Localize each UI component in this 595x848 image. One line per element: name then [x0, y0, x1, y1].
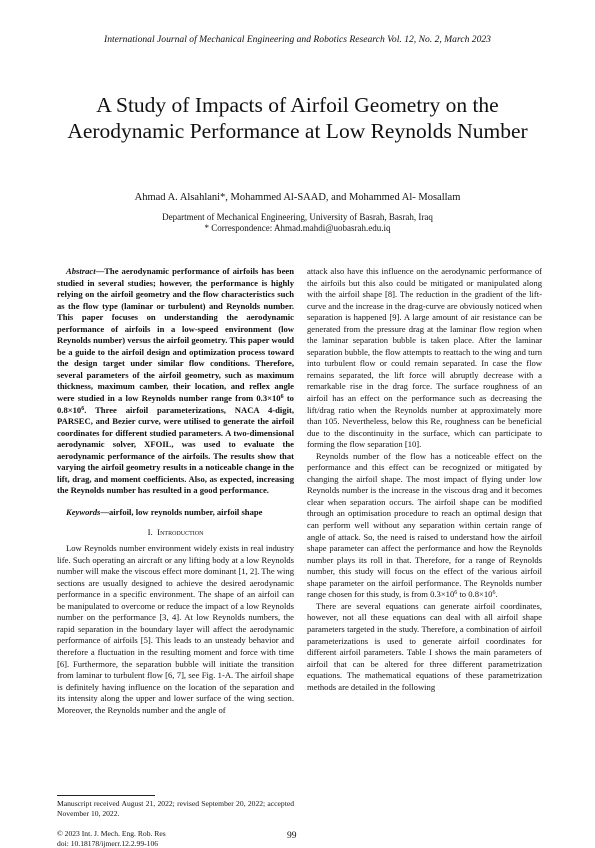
reynolds-range-mid: to 0.8×10 — [457, 589, 493, 600]
abstract — [57, 266, 294, 497]
section-title: Introduction — [157, 527, 204, 538]
keywords-text: —airfoil, low reynolds number, airfoil shape — [100, 506, 263, 517]
abstract-range-mid: to 0.8×10 — [57, 393, 294, 415]
body-paragraph-2-text: Reynolds number of the flow has a noticeable effect on the performance and this effect can be recognized or mitigated by changing the airfoil shape. The most impact of flying under low Reynolds number is the increase in the viscous drag and it becomes clear when separation occurs. The airfoil shape can be modified through an optimisation procedure to reach an optimal design that can perform well without any separation within certain range of angle of attack. So, the need is raised to understand how the airfoil shape parameter can affect the performance and how the Reynolds number plays its roll in that. Therefore, for a range of Reynolds number, this study will focus on the effect of the various airfoil shape parameter on the airfoil performance. The Reynolds number range chosen for this study, is from 0.3×10 — [307, 450, 542, 600]
section-numeral: I. — [147, 527, 153, 538]
manuscript-footnote: Manuscript received August 21, 2022; revised September 20, 2022; accepted November 10, 2022. — [57, 799, 294, 818]
abstract-lead: Abstract — [66, 266, 96, 276]
keywords — [57, 507, 294, 519]
keywords-lead: Keywords — [66, 506, 101, 517]
affiliation: Department of Mechanical Engineering, University of Basrah, Basrah, Iraq — [162, 212, 433, 222]
page-number: 99 — [287, 831, 297, 841]
intro-paragraph-1: Low Reynolds number environment widely exists in real industry life. Such operating an aircraft or any lifting body at a low Reynolds number will make the viscous effect more dominant [1, 2]. The wing sections are usually designed to achieve the desired aerodynamic performance in a specific environment. The shape of an airfoil can be manipulated to overcome or reduce the impact of a low Reynolds number on the performance [3, 4]. At low Reynolds numbers, the rapid separation in the boundary layer will affect the aerodynamic performance of airfoils [5]. This leads to an unsteady behavior and therefore a fluctuation in the resulting moment and force with time [6]. Furthermore, the separation bubble will initiate the transition from laminar to turbulent flow [6, 7], see Fig. 1-A. The airfoil shape is definitely having influence on the location of the separation and its intensity along the upper and lower surface of the wing section. Moreover, the Reynolds number and the angle of — [57, 543, 294, 715]
paper-title: A Study of Impacts of Airfoil Geometry on the Aerodynamic Performance at Low Reynolds Number — [67, 93, 528, 143]
abstract-text-end: . Three airfoil parameterizations, NACA 4-digit, PARSEC, and Bezier curve, were utilised to generate the airfoil coordinates for different studied parameters. A two-dimensional aerodynamic solver, XFOIL, was used to evaluate the aerodynamic performance of the airfoils. The results show that varying the airfoil geometry results in a noticeable change in the lift, drag, and moment coefficients. Also, as expected, increasing the Reynolds number has resulted in a good performance. — [57, 404, 294, 496]
copyright-notice: © 2023 Int. J. Mech. Eng. Rob. Res — [57, 829, 166, 838]
reynolds-exponent-1: 6 — [454, 590, 458, 597]
footnote-divider — [57, 795, 155, 796]
body-paragraph-2-end: . — [495, 589, 498, 600]
left-column — [57, 266, 294, 716]
affiliation-block — [0, 212, 595, 234]
section-heading-introduction — [57, 527, 294, 539]
body-paragraph-continued: attack also have this influence on the aerodynamic performance of the airfoils but this also could be mitigated or manipulated along with the airfoil shape [8]. The reduction in the gradient of the lift-curve and the increase in the drag-curve are obviously noticed when separation is happened [9]. A large amount of air resistance can be generated from the pressure drag at the laminar flow region when the laminar separation bubble is taken place. After the laminar separation bubble, the flow attempts to reattach to the wing and turn into turbulent flow or could remain separated. In case the flow remains separated, the lift force will abruptly decrease with a remarkable rise in the drag force. The surface roughness of an airfoil has an effect on the performance such as decreasing the lift/drag ratio when the Reynolds number at approximately more than 105. Nevertheless, below this Re, roughness can be beneficial due to the discontinuity in the surface, which can participate to forming the flow separation [10]. — [307, 266, 542, 450]
doi-link[interactable]: doi: 10.18178/ijmerr.12.2.99-106 — [57, 839, 159, 848]
body-paragraph-2 — [307, 451, 542, 601]
right-column — [307, 266, 542, 693]
correspondence: * Correspondence: Ahmad.mahdi@uobasrah.edu.iq — [204, 223, 391, 233]
author-list: Ahmad A. Alsahlani*, Mohammed Al-SAAD, and Mohammed Al- Mosallam — [134, 192, 461, 203]
journal-header: International Journal of Mechanical Engineering and Robotics Research Vol. 12, No. 2, March 2023 — [104, 34, 491, 45]
abstract-exponent-1: 6 — [280, 394, 284, 401]
reynolds-exponent-2: 6 — [492, 590, 496, 597]
abstract-exponent-2: 6 — [81, 405, 85, 412]
body-paragraph-3: There are several equations can generate airfoil coordinates, however, not all these equations can deal with all airfoil shape parameters targeted in the study. Therefore, a combination of airfoil parameterizations is used to generate airfoil coordinates for different airfoil parameters. Table I shows the main parameters of airfoil that can be altered for three different parametrization equations. The mathematical equations of these parametrization methods are detailed in the following — [307, 600, 542, 692]
abstract-text: —The aerodynamic performance of airfoils has been studied in several studies; however, the performance is highly relying on the airfoil geometry and the flow characteristics such as the flow type (laminar or turbulent) and Reynolds number. This paper focuses on understanding the aerodynamic performance of airfoils in a low-speed environment (low Reynolds number) versus the airfoil geometry. This paper would be a guide to the airfoil design and optimization process toward the design target under similar flow conditions. Therefore, several parameters of the airfoil geometry, such as maximum thickness, maximum camber, their location, and reflex angle were studied in a low Reynolds number range from 0.3×10 — [57, 266, 294, 404]
